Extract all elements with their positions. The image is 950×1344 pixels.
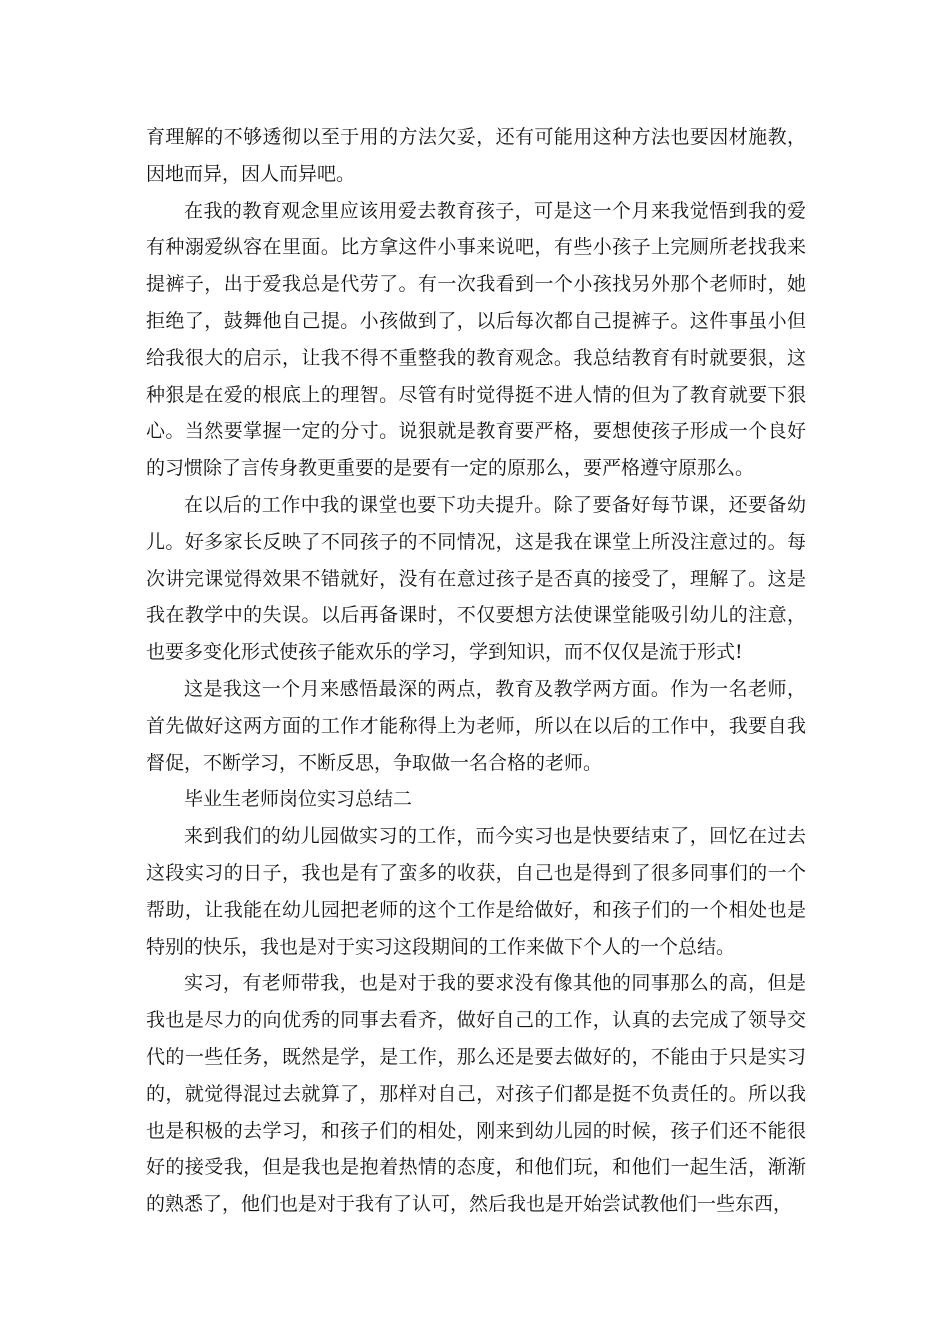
section-heading: 毕业生老师岗位实习总结二 <box>184 788 413 811</box>
document-body <box>146 119 806 1223</box>
paragraph: 这是我这一个月来感悟最深的两点，教育及教学两方面。作为一名老师，首先做好这两方面的工作才能称得上为老师，所以在以后的工作中，我要自我督促，不断学习，不断反思，争取做一名合格的老师。 <box>146 677 806 774</box>
paragraph: 实习，有老师带我，也是对于我的要求没有像其他的同事那么的高，但是我也是尽力的向优秀的同事去看齐，做好自己的工作，认真的去完成了领导交代的一些任务，既然是学，是工作，那么还是要去做好的，不能由于只是实习的，就觉得混过去就算了，那样对自己，对孩子们都是挺不负责任的。所以我也是积极的去学习，和孩子们的相处，刚来到幼儿园的时候，孩子们还不能很好的接受我，但是我也是抱着热情的态度，和他们玩，和他们一起生活，渐渐的熟悉了，他们也是对于我有了认可，然后我也是开始尝试教他们一些东西， <box>146 972 806 1216</box>
paragraph: 育理解的不够透彻以至于用的方法欠妥，还有可能用这种方法也要因材施教，因地而异，因人而异吧。 <box>146 126 806 185</box>
paragraph: 在我的教育观念里应该用爱去教育孩子，可是这一个月来我觉悟到我的爱有种溺爱纵容在里面。比方拿这件小事来说吧，有些小孩子上完厕所老找我来提裤子，出于爱我总是代劳了。有一次我看到一个小孩找另外那个老师时，她拒绝了，鼓舞他自己提。小孩做到了，以后每次都自己提裤子。这件事虽小但给我很大的启示，让我不得不重整我的教育观念。我总结教育有时就要狠，这种狠是在爱的根底上的理智。尽管有时觉得挺不进人情的但为了教育就要下狠心。当然要掌握一定的分寸。说狠就是教育要严格，要想使孩子形成一个良好的习惯除了言传身教更重要的是要有一定的原那么，要严格遵守原那么。 <box>146 199 806 480</box>
paragraph: 来到我们的幼儿园做实习的工作，而今实习也是快要结束了，回忆在过去这段实习的日子，我也是有了蛮多的收获，自己也是得到了很多同事们的一个帮助，让我能在幼儿园把老师的这个工作是给做好，和孩子们的一个相处也是特别的快乐，我也是对于实习这段期间的工作来做下个人的一个总结。 <box>146 825 806 958</box>
paragraph: 在以后的工作中我的课堂也要下功夫提升。除了要备好每节课，还要备幼儿。好多家长反映了不同孩子的不同情况，这是我在课堂上所没注意过的。每次讲完课觉得效果不错就好，没有在意过孩子是否真的接受了，理解了。这是我在教学中的失误。以后再备课时，不仅要想方法使课堂能吸引幼儿的注意，也要多变化形式使孩子能欢乐的学习，学到知识，而不仅仅是流于形式! <box>146 493 806 664</box>
